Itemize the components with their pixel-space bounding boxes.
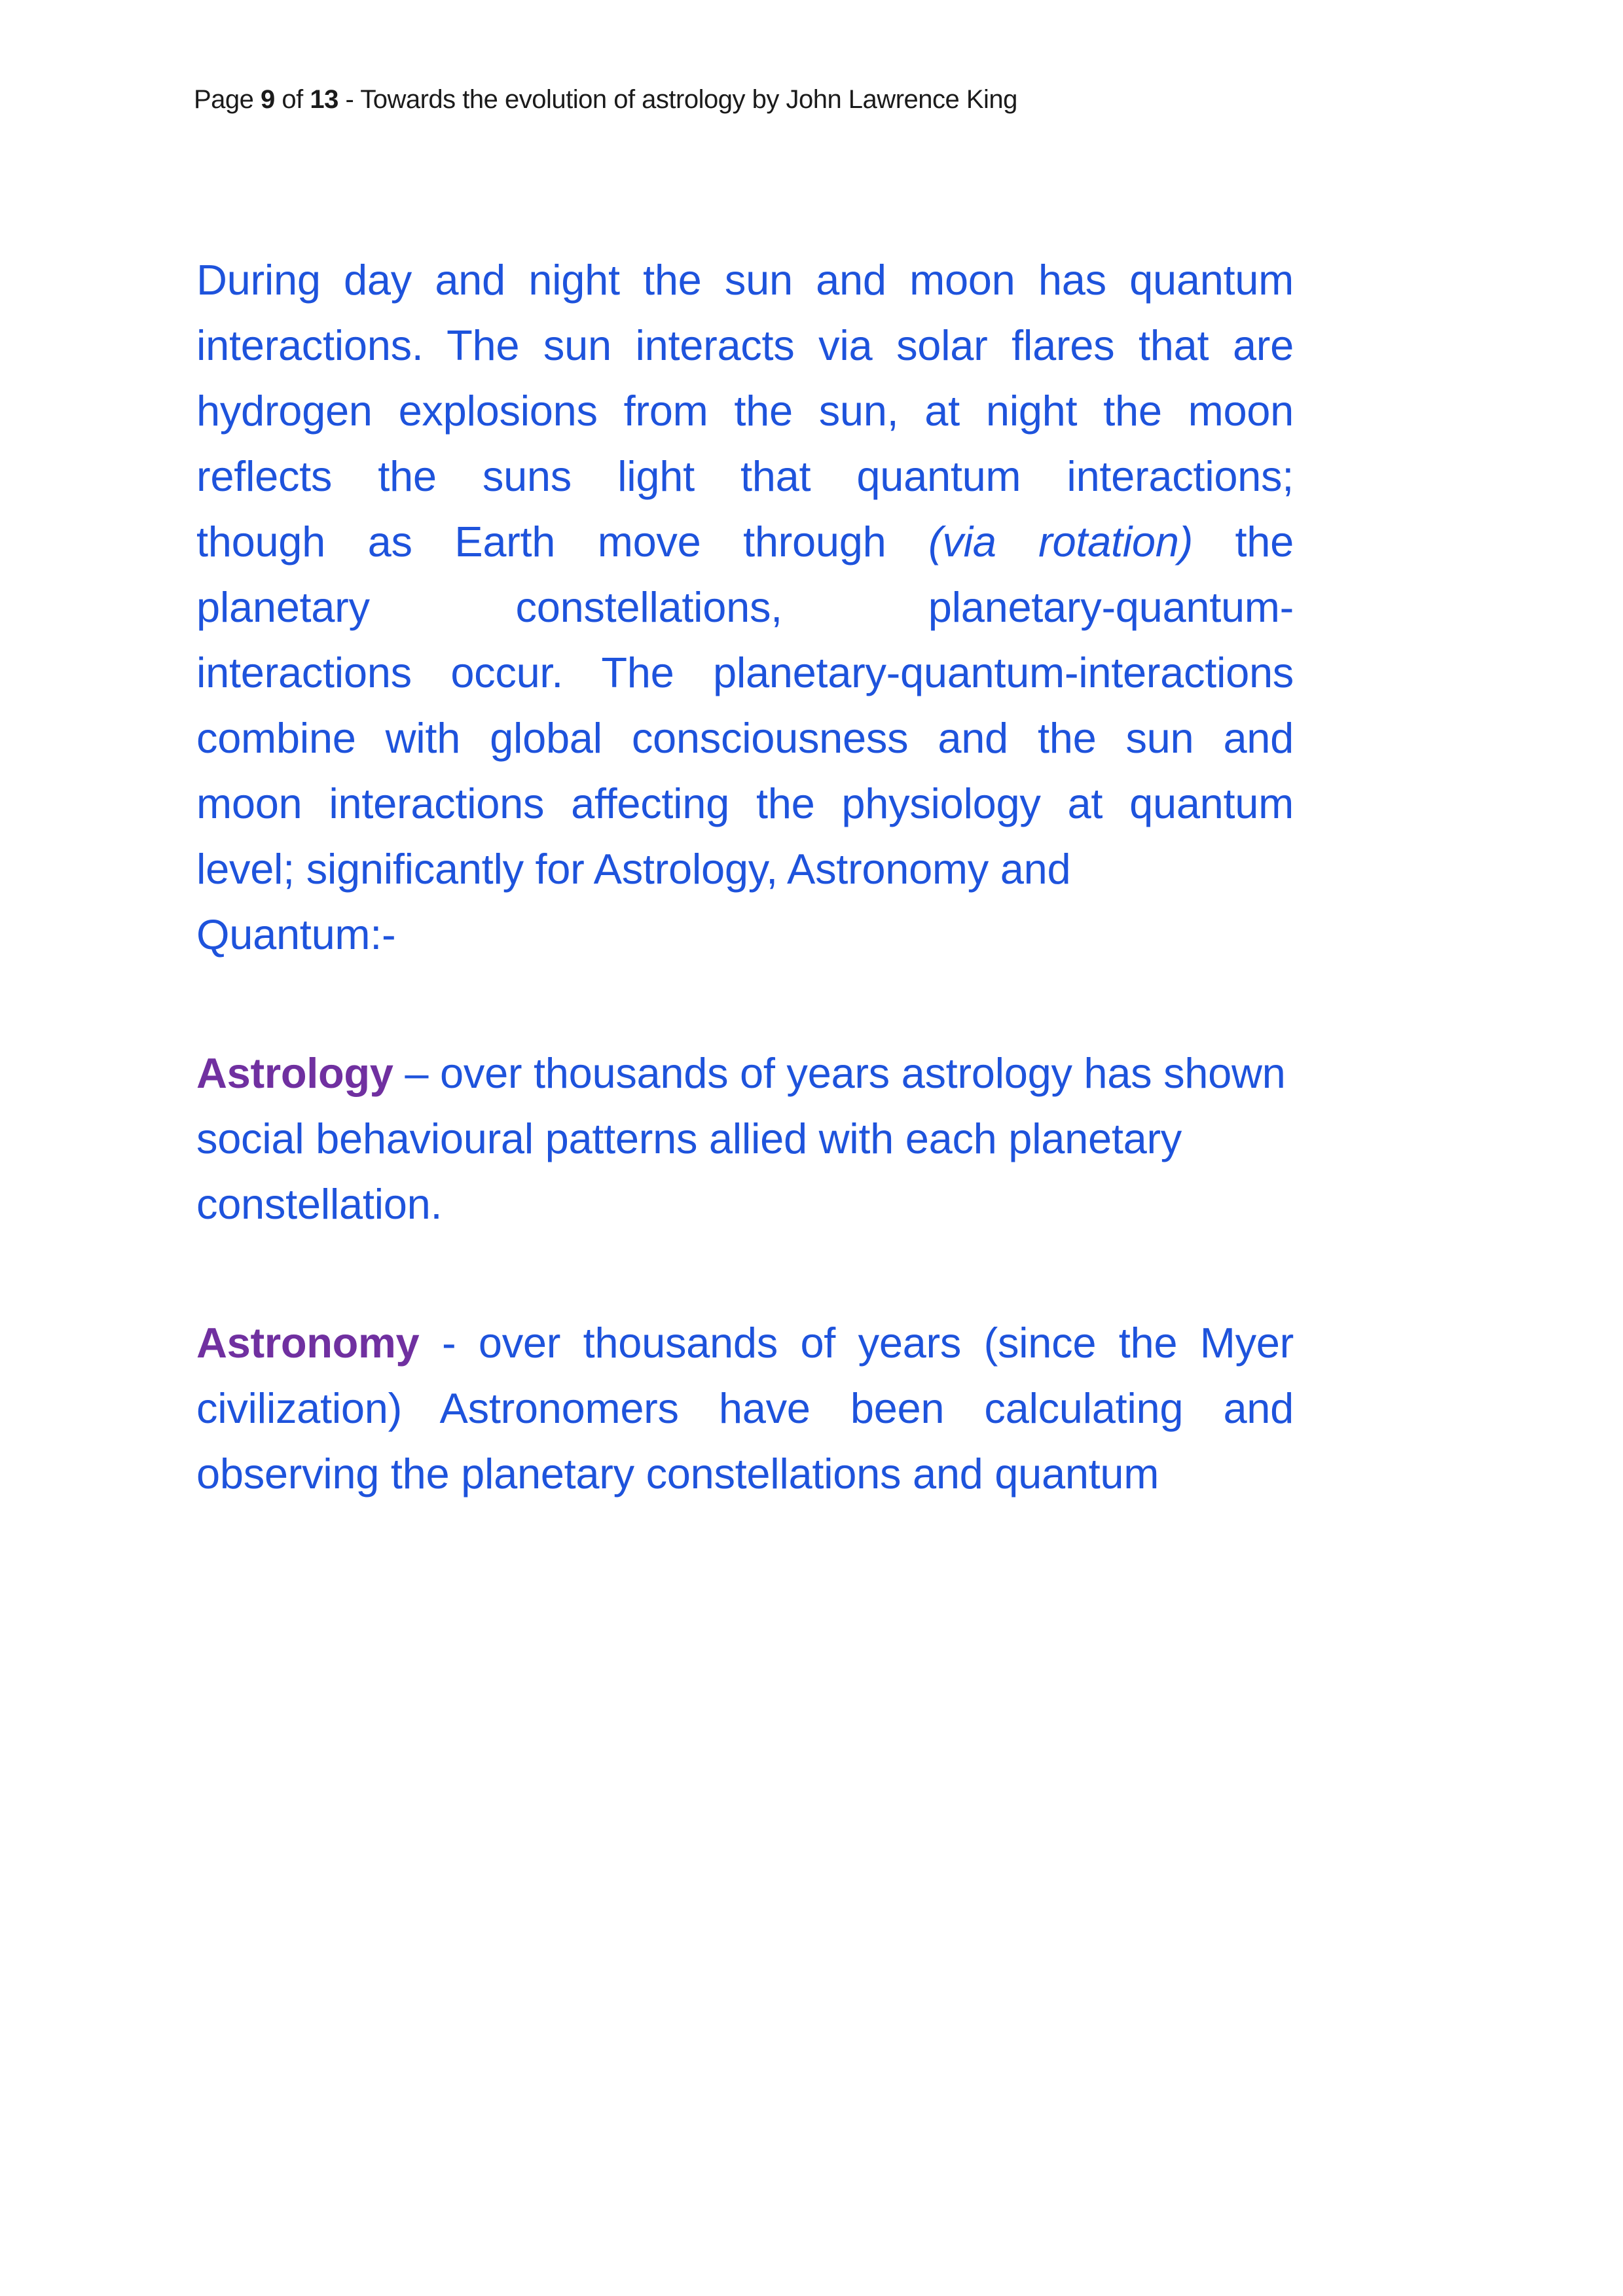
text-run: level; significantly for Astrology, Astronomy and	[196, 845, 1071, 893]
text-run: civilization) Astronomers have been calculating and	[196, 1384, 1294, 1432]
text-run: - over thousands of years (since the Myer	[419, 1319, 1294, 1367]
text-run: observing the planetary constellations and quantum	[196, 1450, 1159, 1498]
text-line	[196, 706, 1294, 771]
text-line	[196, 640, 1294, 706]
page-header	[194, 82, 1017, 117]
text-run: interactions occur. The planetary-quantum-interactions	[196, 649, 1294, 696]
text-line	[196, 1376, 1294, 1441]
text-line	[196, 509, 1294, 575]
text-line	[196, 771, 1294, 836]
header-page-word: Page	[194, 85, 261, 114]
document-body	[196, 247, 1294, 1580]
text-run: combine with global consciousness and the sun and	[196, 714, 1294, 762]
text-run: Quantum:-	[196, 910, 396, 958]
header-page-number: 9	[261, 85, 275, 114]
text-run: (via rotation)	[928, 518, 1193, 565]
text-line	[196, 378, 1294, 444]
text-run: During day and night the sun and moon has quantum	[196, 256, 1294, 304]
text-line	[196, 247, 1294, 313]
text-run: social behavioural patterns allied with each planetary	[196, 1115, 1182, 1162]
text-run: constellation.	[196, 1180, 443, 1228]
text-line	[196, 444, 1294, 509]
header-of-word: of	[274, 85, 310, 114]
text-line	[196, 1310, 1294, 1376]
text-line	[196, 1106, 1294, 1172]
heading-run: Astrology	[196, 1049, 393, 1097]
text-line	[196, 836, 1294, 902]
text-run: – over thousands of years astrology has shown	[393, 1049, 1286, 1097]
text-run: hydrogen explosions from the sun, at night the moon	[196, 387, 1294, 435]
text-line	[196, 1041, 1294, 1106]
text-line	[196, 575, 1294, 640]
paragraph	[196, 1041, 1294, 1237]
header-total-pages: 13	[310, 85, 338, 114]
paragraph	[196, 247, 1294, 967]
header-document-title: - Towards the evolution of astrology by John Lawrence King	[338, 85, 1017, 114]
text-run: though as Earth move through	[196, 518, 929, 565]
text-run: the	[1192, 518, 1294, 565]
text-line	[196, 1172, 1294, 1237]
text-run: planetary constellations, planetary-quantum-	[196, 583, 1294, 631]
text-run: reflects the suns light that quantum interactions;	[196, 452, 1294, 500]
text-line	[196, 902, 1294, 967]
text-run: interactions. The sun interacts via solar flares that are	[196, 321, 1294, 369]
heading-run: Astronomy	[196, 1319, 420, 1367]
text-line	[196, 313, 1294, 378]
paragraph	[196, 1310, 1294, 1507]
text-run: moon interactions affecting the physiology at quantum	[196, 780, 1294, 827]
text-line	[196, 1441, 1294, 1507]
